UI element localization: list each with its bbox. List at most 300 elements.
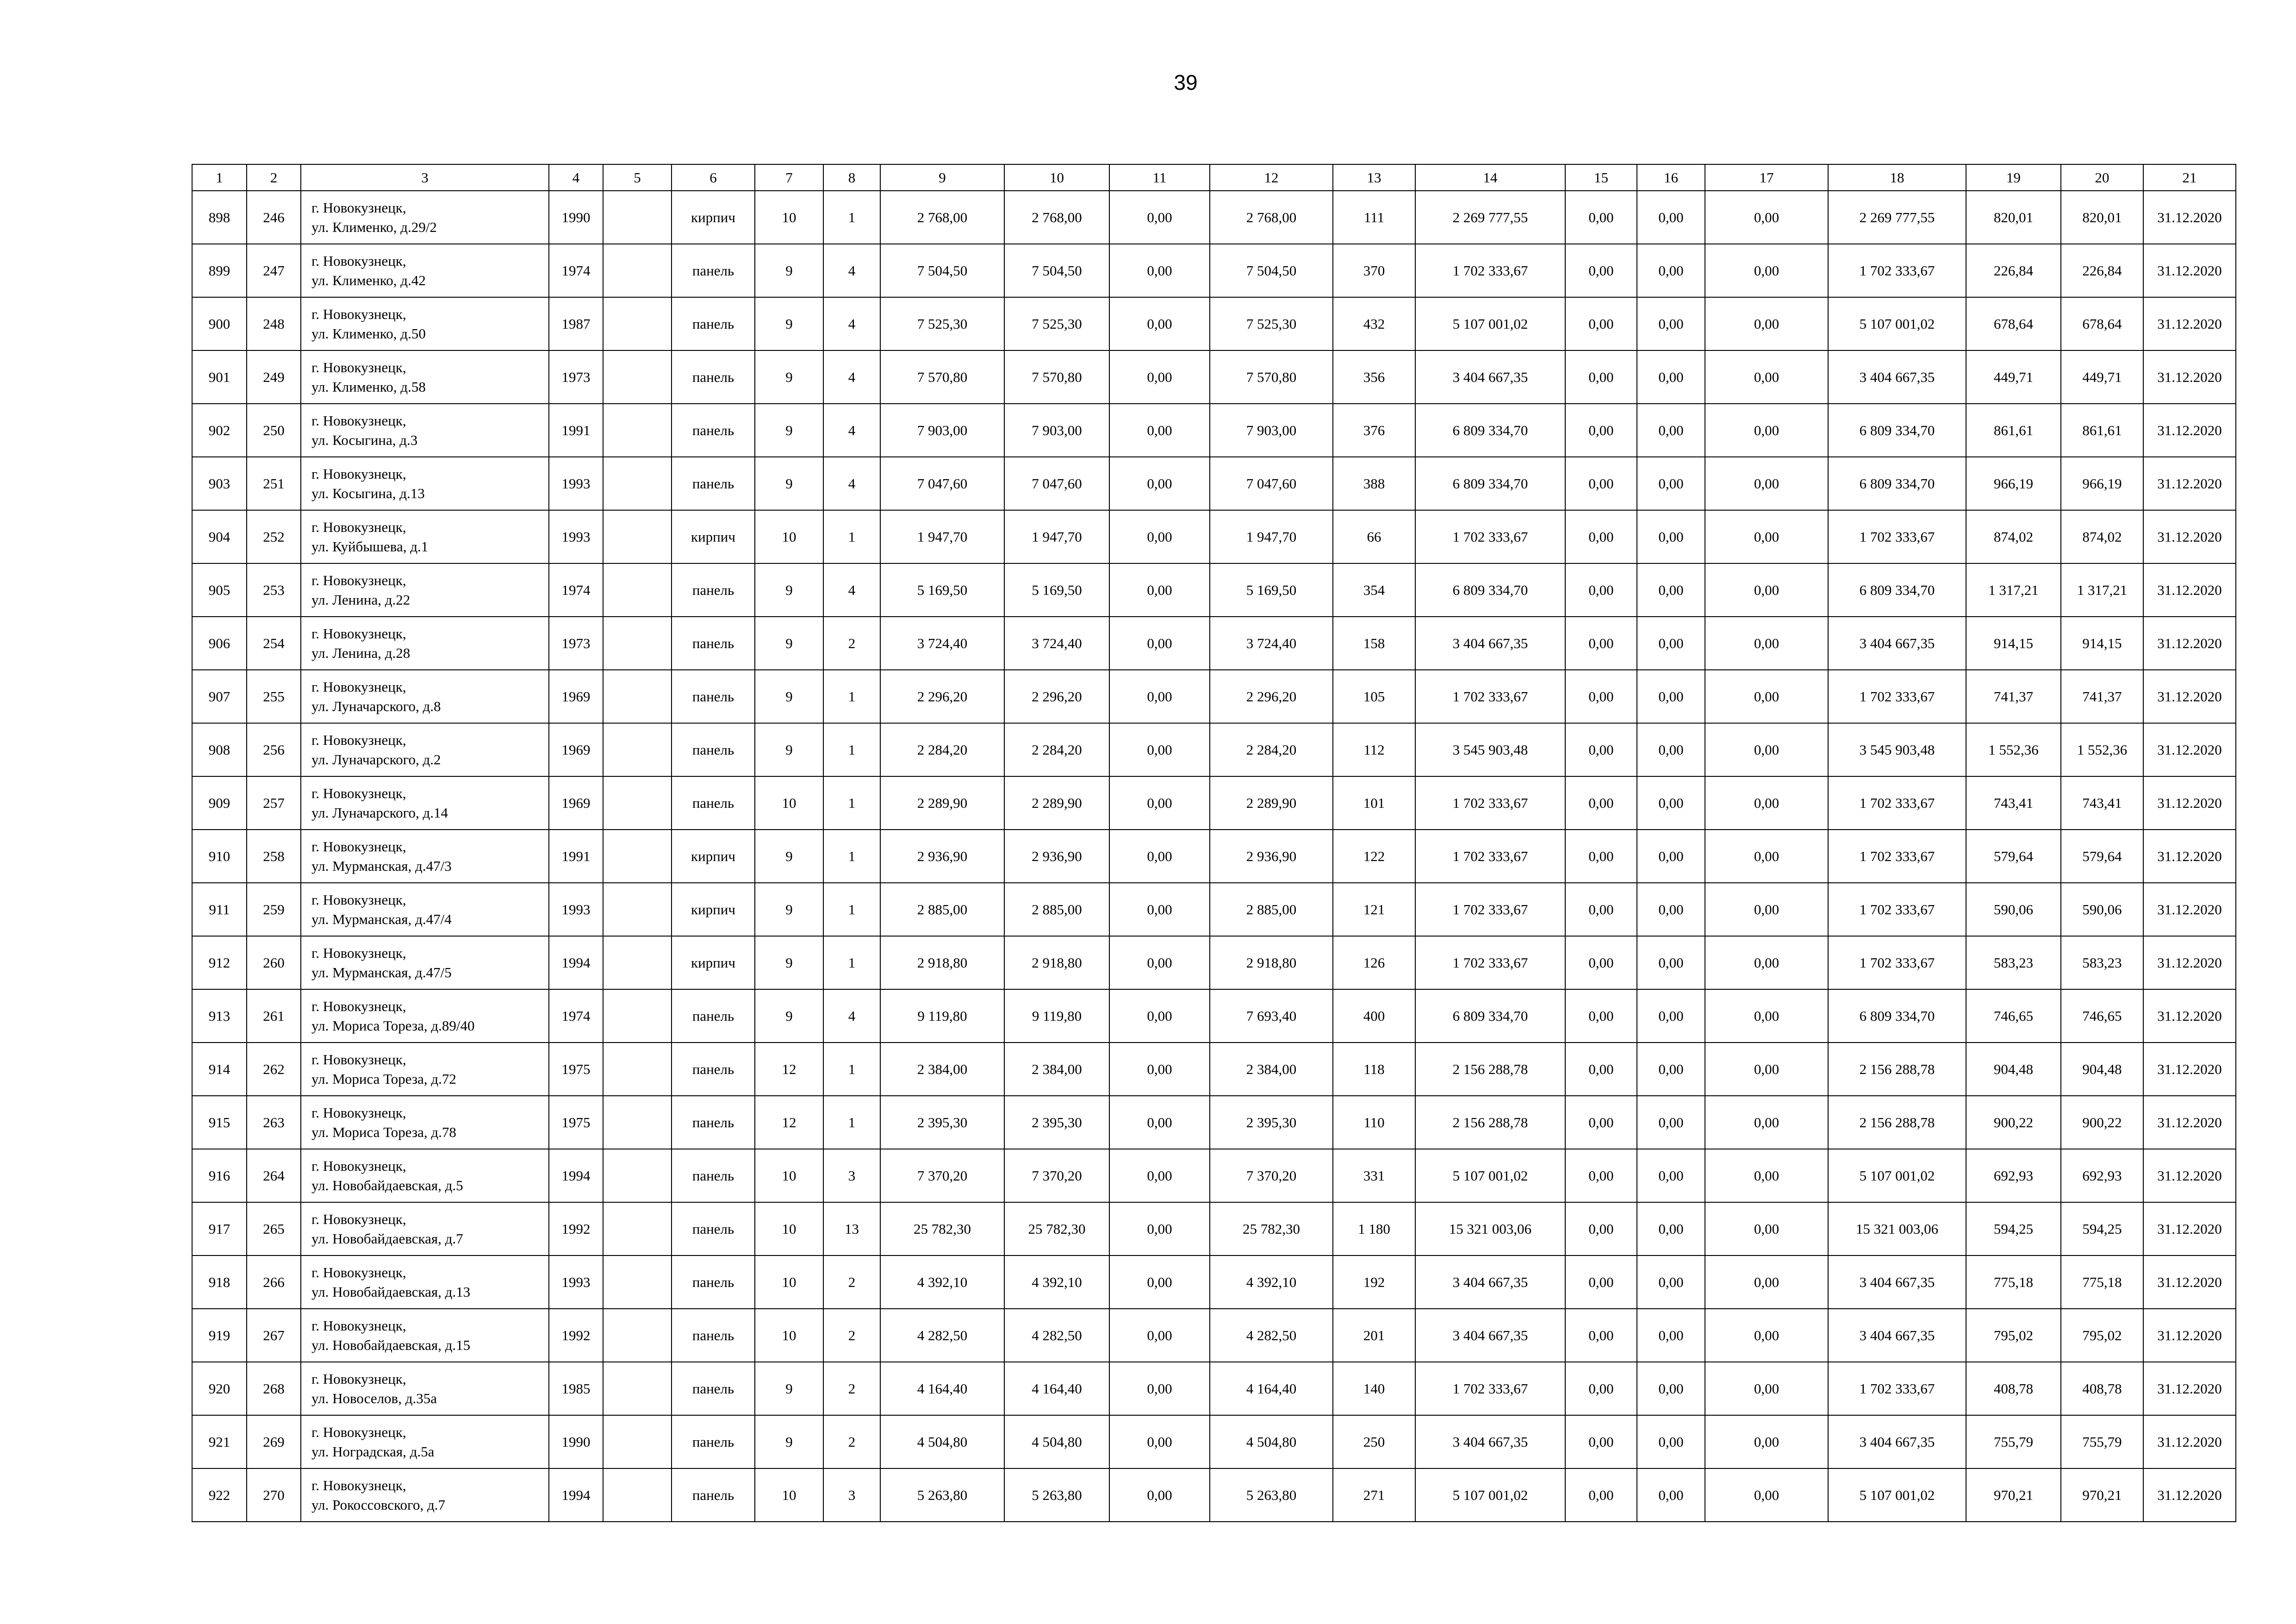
table-cell-col10: 7 903,00 [1004, 404, 1109, 457]
address-city: г. Новокузнецк, [311, 891, 406, 908]
table-cell-col8: 4 [823, 563, 880, 617]
table-cell-col17: 0,00 [1705, 989, 1828, 1043]
table-cell-col21: 31.12.2020 [2143, 1309, 2236, 1362]
housing-register-table [192, 164, 2236, 1522]
address-cell [301, 1415, 549, 1468]
table-cell-col12: 2 768,00 [1210, 191, 1333, 244]
table-cell-col5 [603, 989, 672, 1043]
table-cell-col21: 31.12.2020 [2143, 1468, 2236, 1522]
address-cell [301, 191, 549, 244]
table-cell-col17: 0,00 [1705, 404, 1828, 457]
address-cell [301, 830, 549, 883]
table-row [192, 1096, 2236, 1149]
table-cell-col1: 916 [192, 1149, 247, 1202]
table-cell-col16: 0,00 [1637, 989, 1705, 1043]
table-cell-col9: 7 504,50 [880, 244, 1004, 297]
table-cell-col8: 4 [823, 989, 880, 1043]
table-cell-col10: 1 947,70 [1004, 510, 1109, 563]
table-cell-col16: 0,00 [1637, 457, 1705, 510]
table-cell-col13: 118 [1333, 1043, 1415, 1096]
table-cell-col5 [603, 404, 672, 457]
table-cell-col17: 0,00 [1705, 670, 1828, 723]
address-street: ул. Косыгина, д.3 [311, 431, 418, 448]
table-cell-col6: панель [672, 457, 755, 510]
table-cell-col4: 1974 [549, 989, 603, 1043]
table-cell-col5 [603, 1149, 672, 1202]
table-cell-col15: 0,00 [1565, 989, 1637, 1043]
table-cell-col15: 0,00 [1565, 1309, 1637, 1362]
address-city: г. Новокузнецк, [311, 998, 406, 1014]
table-cell-col5 [603, 883, 672, 936]
table-cell-col13: 121 [1333, 883, 1415, 936]
table-cell-col8: 13 [823, 1202, 880, 1255]
table-cell-col19: 594,25 [1966, 1202, 2061, 1255]
table-cell-col9: 2 885,00 [880, 883, 1004, 936]
address-city: г. Новокузнецк, [311, 518, 406, 535]
address-street: ул. Мурманская, д.47/5 [311, 964, 452, 981]
table-cell-col16: 0,00 [1637, 297, 1705, 350]
address-city: г. Новокузнецк, [311, 1317, 406, 1334]
address-city: г. Новокузнецк, [311, 465, 406, 482]
table-cell-col4: 1992 [549, 1309, 603, 1362]
table-cell-col18: 1 702 333,67 [1828, 776, 1966, 830]
address-cell [301, 1255, 549, 1309]
table-cell-col17: 0,00 [1705, 1415, 1828, 1468]
table-cell-col14: 5 107 001,02 [1415, 1468, 1565, 1522]
table-cell-col15: 0,00 [1565, 1362, 1637, 1415]
table-cell-col13: 101 [1333, 776, 1415, 830]
column-number-cell: 10 [1004, 164, 1109, 191]
table-cell-col1: 919 [192, 1309, 247, 1362]
table-cell-col4: 1973 [549, 617, 603, 670]
table-cell-col12: 2 384,00 [1210, 1043, 1333, 1096]
table-cell-col13: 192 [1333, 1255, 1415, 1309]
table-cell-col4: 1994 [549, 936, 603, 989]
column-number-cell: 2 [247, 164, 301, 191]
table-cell-col8: 4 [823, 404, 880, 457]
table-cell-col21: 31.12.2020 [2143, 776, 2236, 830]
table-cell-col17: 0,00 [1705, 1149, 1828, 1202]
table-cell-col15: 0,00 [1565, 670, 1637, 723]
table-cell-col13: 110 [1333, 1096, 1415, 1149]
address-city: г. Новокузнецк, [311, 1211, 406, 1227]
table-cell-col6: панель [672, 1096, 755, 1149]
table-cell-col16: 0,00 [1637, 1468, 1705, 1522]
table-cell-col18: 1 702 333,67 [1828, 670, 1966, 723]
table-cell-col5 [603, 776, 672, 830]
table-cell-col14: 6 809 334,70 [1415, 404, 1565, 457]
table-cell-col1: 902 [192, 404, 247, 457]
address-city: г. Новокузнецк, [311, 838, 406, 855]
address-cell [301, 244, 549, 297]
table-cell-col7: 10 [755, 1468, 823, 1522]
table-cell-col15: 0,00 [1565, 1096, 1637, 1149]
table-cell-col4: 1990 [549, 191, 603, 244]
table-cell-col9: 5 263,80 [880, 1468, 1004, 1522]
table-cell-col1: 920 [192, 1362, 247, 1415]
address-street: ул. Ленина, д.28 [311, 644, 411, 661]
table-cell-col15: 0,00 [1565, 1202, 1637, 1255]
table-cell-col7: 9 [755, 670, 823, 723]
table-cell-col19: 904,48 [1966, 1043, 2061, 1096]
address-city: г. Новокузнецк, [311, 785, 406, 801]
table-cell-col11: 0,00 [1109, 723, 1210, 776]
address-cell [301, 457, 549, 510]
table-cell-col15: 0,00 [1565, 191, 1637, 244]
table-cell-col17: 0,00 [1705, 1043, 1828, 1096]
table-cell-col6: панель [672, 244, 755, 297]
table-cell-col20: 755,79 [2061, 1415, 2143, 1468]
table-cell-col8: 1 [823, 670, 880, 723]
address-street: ул. Новобайдаевская, д.13 [311, 1283, 471, 1300]
table-cell-col2: 250 [247, 404, 301, 457]
table-row [192, 404, 2236, 457]
table-cell-col14: 5 107 001,02 [1415, 297, 1565, 350]
table-cell-col16: 0,00 [1637, 776, 1705, 830]
address-city: г. Новокузнецк, [311, 1051, 406, 1068]
table-cell-col17: 0,00 [1705, 510, 1828, 563]
table-cell-col20: 590,06 [2061, 883, 2143, 936]
table-cell-col7: 9 [755, 404, 823, 457]
table-cell-col15: 0,00 [1565, 723, 1637, 776]
table-cell-col9: 3 724,40 [880, 617, 1004, 670]
address-cell [301, 1309, 549, 1362]
table-cell-col13: 111 [1333, 191, 1415, 244]
column-number-cell: 18 [1828, 164, 1966, 191]
address-city: г. Новокузнецк, [311, 252, 406, 269]
table-cell-col17: 0,00 [1705, 1202, 1828, 1255]
table-cell-col12: 7 903,00 [1210, 404, 1333, 457]
table-cell-col1: 913 [192, 989, 247, 1043]
table-cell-col14: 2 156 288,78 [1415, 1096, 1565, 1149]
table-cell-col7: 12 [755, 1043, 823, 1096]
column-number-cell: 14 [1415, 164, 1565, 191]
table-cell-col10: 2 918,80 [1004, 936, 1109, 989]
table-cell-col9: 7 047,60 [880, 457, 1004, 510]
table-cell-col6: панель [672, 723, 755, 776]
table-cell-col15: 0,00 [1565, 510, 1637, 563]
table-cell-col5 [603, 1255, 672, 1309]
table-cell-col12: 7 693,40 [1210, 989, 1333, 1043]
table-cell-col16: 0,00 [1637, 1415, 1705, 1468]
table-cell-col6: панель [672, 563, 755, 617]
table-cell-col16: 0,00 [1637, 510, 1705, 563]
table-cell-col8: 2 [823, 617, 880, 670]
table-cell-col9: 2 918,80 [880, 936, 1004, 989]
address-street: ул. Новоселов, д.35а [311, 1390, 437, 1406]
table-cell-col8: 2 [823, 1309, 880, 1362]
table-cell-col2: 247 [247, 244, 301, 297]
table-cell-col20: 1 317,21 [2061, 563, 2143, 617]
table-cell-col6: панель [672, 617, 755, 670]
table-cell-col11: 0,00 [1109, 563, 1210, 617]
table-cell-col20: 775,18 [2061, 1255, 2143, 1309]
table-cell-col16: 0,00 [1637, 1202, 1705, 1255]
table-cell-col21: 31.12.2020 [2143, 883, 2236, 936]
table-cell-col4: 1990 [549, 1415, 603, 1468]
table-cell-col5 [603, 830, 672, 883]
table-cell-col14: 1 702 333,67 [1415, 936, 1565, 989]
table-cell-col19: 755,79 [1966, 1415, 2061, 1468]
address-city: г. Новокузнецк, [311, 412, 406, 429]
table-cell-col15: 0,00 [1565, 1255, 1637, 1309]
table-cell-col7: 9 [755, 457, 823, 510]
table-cell-col18: 1 702 333,67 [1828, 883, 1966, 936]
table-cell-col6: панель [672, 404, 755, 457]
table-cell-col14: 2 269 777,55 [1415, 191, 1565, 244]
table-row [192, 1255, 2236, 1309]
table-cell-col6: панель [672, 1362, 755, 1415]
table-cell-col10: 7 047,60 [1004, 457, 1109, 510]
table-cell-col6: кирпич [672, 883, 755, 936]
table-cell-col7: 9 [755, 936, 823, 989]
table-cell-col18: 1 702 333,67 [1828, 1362, 1966, 1415]
table-cell-col11: 0,00 [1109, 617, 1210, 670]
table-cell-col14: 6 809 334,70 [1415, 563, 1565, 617]
table-cell-col2: 257 [247, 776, 301, 830]
table-cell-col11: 0,00 [1109, 883, 1210, 936]
table-cell-col6: кирпич [672, 191, 755, 244]
table-cell-col21: 31.12.2020 [2143, 723, 2236, 776]
table-cell-col7: 9 [755, 989, 823, 1043]
table-cell-col12: 4 164,40 [1210, 1362, 1333, 1415]
table-cell-col21: 31.12.2020 [2143, 1096, 2236, 1149]
table-cell-col7: 10 [755, 1149, 823, 1202]
table-cell-col1: 911 [192, 883, 247, 936]
table-cell-col5 [603, 1043, 672, 1096]
table-cell-col13: 250 [1333, 1415, 1415, 1468]
table-cell-col11: 0,00 [1109, 297, 1210, 350]
address-cell [301, 883, 549, 936]
table-cell-col20: 1 552,36 [2061, 723, 2143, 776]
table-cell-col11: 0,00 [1109, 191, 1210, 244]
address-cell [301, 297, 549, 350]
address-city: г. Новокузнецк, [311, 199, 406, 216]
table-cell-col15: 0,00 [1565, 404, 1637, 457]
table-cell-col18: 2 269 777,55 [1828, 191, 1966, 244]
address-street: ул. Мориса Тореза, д.72 [311, 1070, 456, 1087]
table-cell-col1: 908 [192, 723, 247, 776]
table-row [192, 350, 2236, 404]
column-number-cell: 13 [1333, 164, 1415, 191]
table-row [192, 191, 2236, 244]
table-cell-col19: 820,01 [1966, 191, 2061, 244]
table-cell-col10: 2 395,30 [1004, 1096, 1109, 1149]
table-cell-col9: 1 947,70 [880, 510, 1004, 563]
table-cell-col20: 900,22 [2061, 1096, 2143, 1149]
table-cell-col1: 909 [192, 776, 247, 830]
table-cell-col8: 2 [823, 1415, 880, 1468]
table-cell-col8: 1 [823, 776, 880, 830]
table-cell-col4: 1969 [549, 670, 603, 723]
table-cell-col15: 0,00 [1565, 244, 1637, 297]
address-street: ул. Рокоссовского, д.7 [311, 1496, 446, 1513]
table-cell-col12: 7 047,60 [1210, 457, 1333, 510]
table-cell-col8: 1 [823, 510, 880, 563]
table-cell-col20: 583,23 [2061, 936, 2143, 989]
column-number-cell: 19 [1966, 164, 2061, 191]
table-row [192, 297, 2236, 350]
address-street: ул. Ноградская, д.5а [311, 1443, 435, 1460]
table-cell-col11: 0,00 [1109, 936, 1210, 989]
table-cell-col1: 917 [192, 1202, 247, 1255]
address-cell [301, 617, 549, 670]
table-cell-col7: 9 [755, 244, 823, 297]
table-cell-col15: 0,00 [1565, 776, 1637, 830]
address-cell [301, 350, 549, 404]
table-cell-col12: 2 296,20 [1210, 670, 1333, 723]
table-cell-col6: кирпич [672, 936, 755, 989]
table-cell-col8: 3 [823, 1468, 880, 1522]
table-row [192, 1415, 2236, 1468]
column-number-cell: 17 [1705, 164, 1828, 191]
address-street: ул. Мориса Тореза, д.78 [311, 1124, 456, 1140]
table-cell-col21: 31.12.2020 [2143, 350, 2236, 404]
table-cell-col6: кирпич [672, 830, 755, 883]
table-cell-col19: 741,37 [1966, 670, 2061, 723]
table-cell-col4: 1985 [549, 1362, 603, 1415]
table-cell-col6: панель [672, 1309, 755, 1362]
table-cell-col13: 66 [1333, 510, 1415, 563]
table-cell-col19: 1 317,21 [1966, 563, 2061, 617]
column-number-cell: 3 [301, 164, 549, 191]
table-cell-col16: 0,00 [1637, 244, 1705, 297]
table-cell-col4: 1974 [549, 244, 603, 297]
table-row [192, 1202, 2236, 1255]
table-cell-col17: 0,00 [1705, 1468, 1828, 1522]
table-cell-col15: 0,00 [1565, 617, 1637, 670]
table-cell-col15: 0,00 [1565, 1043, 1637, 1096]
table-cell-col14: 3 404 667,35 [1415, 617, 1565, 670]
table-cell-col2: 246 [247, 191, 301, 244]
table-cell-col7: 9 [755, 883, 823, 936]
table-cell-col12: 2 918,80 [1210, 936, 1333, 989]
table-cell-col11: 0,00 [1109, 1096, 1210, 1149]
column-number-cell: 9 [880, 164, 1004, 191]
table-cell-col7: 10 [755, 191, 823, 244]
table-row [192, 1468, 2236, 1522]
table-cell-col18: 15 321 003,06 [1828, 1202, 1966, 1255]
address-city: г. Новокузнецк, [311, 1370, 406, 1387]
table-cell-col10: 7 504,50 [1004, 244, 1109, 297]
table-cell-col11: 0,00 [1109, 670, 1210, 723]
table-cell-col20: 820,01 [2061, 191, 2143, 244]
table-cell-col14: 3 545 903,48 [1415, 723, 1565, 776]
table-cell-col21: 31.12.2020 [2143, 989, 2236, 1043]
table-cell-col19: 966,19 [1966, 457, 2061, 510]
table-cell-col13: 354 [1333, 563, 1415, 617]
address-street: ул. Ленина, д.22 [311, 591, 411, 608]
table-cell-col15: 0,00 [1565, 1415, 1637, 1468]
table-cell-col4: 1993 [549, 510, 603, 563]
table-cell-col11: 0,00 [1109, 1415, 1210, 1468]
table-cell-col2: 264 [247, 1149, 301, 1202]
address-street: ул. Куйбышева, д.1 [311, 538, 429, 555]
table-cell-col8: 2 [823, 1255, 880, 1309]
table-cell-col1: 910 [192, 830, 247, 883]
table-cell-col18: 5 107 001,02 [1828, 297, 1966, 350]
table-cell-col2: 265 [247, 1202, 301, 1255]
table-cell-col2: 249 [247, 350, 301, 404]
table-cell-col9: 2 768,00 [880, 191, 1004, 244]
table-cell-col1: 900 [192, 297, 247, 350]
table-cell-col16: 0,00 [1637, 1043, 1705, 1096]
table-cell-col11: 0,00 [1109, 1043, 1210, 1096]
table-cell-col18: 3 404 667,35 [1828, 617, 1966, 670]
table-cell-col7: 9 [755, 723, 823, 776]
table-row [192, 776, 2236, 830]
table-cell-col20: 795,02 [2061, 1309, 2143, 1362]
table-cell-col18: 1 702 333,67 [1828, 510, 1966, 563]
table-cell-col11: 0,00 [1109, 1362, 1210, 1415]
table-cell-col10: 7 570,80 [1004, 350, 1109, 404]
table-row [192, 1362, 2236, 1415]
column-number-cell: 7 [755, 164, 823, 191]
table-cell-col13: 158 [1333, 617, 1415, 670]
table-cell-col1: 903 [192, 457, 247, 510]
table-cell-col4: 1973 [549, 350, 603, 404]
table-cell-col14: 15 321 003,06 [1415, 1202, 1565, 1255]
table-cell-col7: 9 [755, 297, 823, 350]
table-cell-col7: 9 [755, 350, 823, 404]
table-cell-col6: панель [672, 1415, 755, 1468]
table-cell-col8: 4 [823, 350, 880, 404]
address-cell [301, 670, 549, 723]
table-cell-col14: 1 702 333,67 [1415, 1362, 1565, 1415]
table-cell-col1: 899 [192, 244, 247, 297]
table-cell-col10: 25 782,30 [1004, 1202, 1109, 1255]
table-cell-col12: 4 392,10 [1210, 1255, 1333, 1309]
table-cell-col6: панель [672, 989, 755, 1043]
table-cell-col8: 1 [823, 191, 880, 244]
table-cell-col20: 692,93 [2061, 1149, 2143, 1202]
table-cell-col17: 0,00 [1705, 1255, 1828, 1309]
table-cell-col5 [603, 510, 672, 563]
table-cell-col6: панель [672, 1043, 755, 1096]
table-cell-col5 [603, 350, 672, 404]
table-cell-col20: 914,15 [2061, 617, 2143, 670]
table-cell-col9: 4 504,80 [880, 1415, 1004, 1468]
address-street: ул. Луначарского, д.8 [311, 698, 441, 714]
table-cell-col9: 2 936,90 [880, 830, 1004, 883]
table-cell-col12: 1 947,70 [1210, 510, 1333, 563]
table-row [192, 830, 2236, 883]
table-cell-col13: 271 [1333, 1468, 1415, 1522]
table-cell-col14: 1 702 333,67 [1415, 670, 1565, 723]
table-cell-col21: 31.12.2020 [2143, 404, 2236, 457]
table-cell-col11: 0,00 [1109, 404, 1210, 457]
table-cell-col4: 1975 [549, 1043, 603, 1096]
table-cell-col18: 5 107 001,02 [1828, 1149, 1966, 1202]
table-cell-col20: 741,37 [2061, 670, 2143, 723]
address-street: ул. Луначарского, д.14 [311, 804, 448, 821]
column-number-cell: 12 [1210, 164, 1333, 191]
table-cell-col10: 4 392,10 [1004, 1255, 1109, 1309]
table-cell-col1: 905 [192, 563, 247, 617]
table-cell-col7: 9 [755, 1362, 823, 1415]
table-cell-col16: 0,00 [1637, 1362, 1705, 1415]
table-cell-col2: 260 [247, 936, 301, 989]
table-cell-col7: 12 [755, 1096, 823, 1149]
table-cell-col1: 898 [192, 191, 247, 244]
table-cell-col2: 256 [247, 723, 301, 776]
table-cell-col5 [603, 1096, 672, 1149]
table-cell-col8: 1 [823, 936, 880, 989]
table-cell-col2: 258 [247, 830, 301, 883]
table-row [192, 617, 2236, 670]
table-cell-col20: 743,41 [2061, 776, 2143, 830]
table-cell-col17: 0,00 [1705, 244, 1828, 297]
